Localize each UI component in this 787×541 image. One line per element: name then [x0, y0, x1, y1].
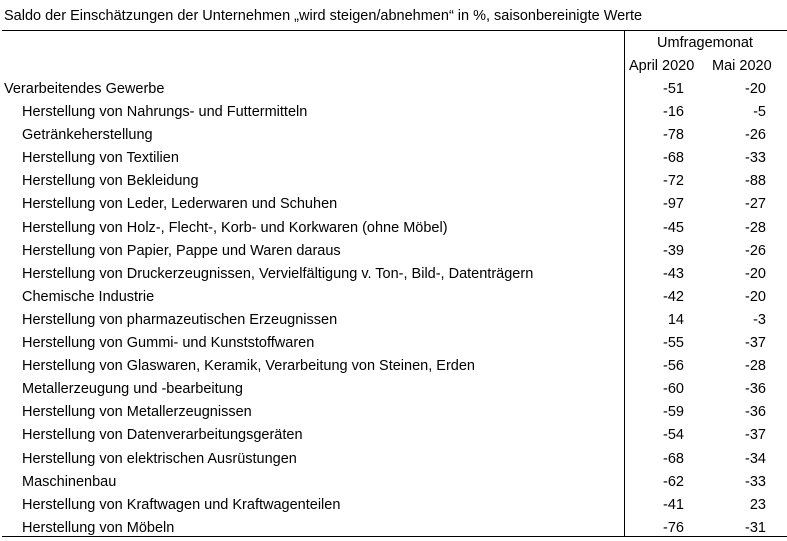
value-april-2020: -39 — [663, 242, 684, 259]
value-mai-2020: -28 — [745, 358, 766, 375]
table-row — [0, 310, 787, 333]
value-april-2020: -54 — [663, 427, 684, 444]
row-label: Maschinenbau — [22, 473, 117, 490]
table-row — [0, 125, 787, 148]
row-label: Herstellung von Leder, Lederwaren und Schuhen — [22, 196, 338, 213]
row-label: Herstellung von Druckerzeugnissen, Vervielfältigung v. Ton-, Bild-, Datenträgern — [22, 265, 534, 282]
table-row — [0, 287, 787, 310]
table-row — [0, 194, 787, 217]
row-label: Herstellung von elektrischen Ausrüstungen — [22, 450, 297, 467]
row-label: Herstellung von Kraftwagen und Kraftwagenteilen — [22, 496, 341, 513]
value-mai-2020: -26 — [745, 242, 766, 259]
value-april-2020: -43 — [663, 265, 684, 282]
value-april-2020: -59 — [663, 404, 684, 421]
value-april-2020: -41 — [663, 496, 684, 513]
value-mai-2020: -20 — [745, 288, 766, 305]
row-label: Herstellung von Möbeln — [22, 519, 175, 536]
table-row — [0, 102, 787, 125]
row-label: Herstellung von Nahrungs- und Futtermitteln — [22, 104, 308, 121]
value-mai-2020: -36 — [745, 381, 766, 398]
table-row — [0, 79, 787, 102]
table-row — [0, 171, 787, 194]
value-mai-2020: -26 — [745, 127, 766, 144]
value-mai-2020: -37 — [745, 427, 766, 444]
table-body — [0, 79, 787, 541]
table-row — [0, 402, 787, 425]
row-label: Metallerzeugung und -bearbeitung — [22, 381, 243, 398]
value-april-2020: -72 — [663, 173, 684, 190]
value-mai-2020: -31 — [745, 519, 766, 536]
row-label: Herstellung von pharmazeutischen Erzeugnissen — [22, 311, 338, 328]
table-row — [0, 449, 787, 472]
value-mai-2020: -88 — [745, 173, 766, 190]
table-caption: Saldo der Einschätzungen der Unternehmen „wird steigen/abnehmen“ in %, saisonbereinigte Werte — [4, 8, 643, 24]
value-april-2020: -97 — [663, 196, 684, 213]
row-label: Verarbeitendes Gewerbe — [4, 81, 165, 97]
value-mai-2020: -36 — [745, 404, 766, 421]
row-label: Herstellung von Papier, Pappe und Waren daraus — [22, 242, 341, 259]
row-label: Herstellung von Holz-, Flecht-, Korb- und Korkwaren (ohne Möbel) — [22, 219, 448, 236]
value-april-2020: -62 — [663, 473, 684, 490]
value-mai-2020: -20 — [745, 81, 766, 97]
value-april-2020: -42 — [663, 288, 684, 305]
header-survey-month: Umfragemonat — [657, 35, 753, 51]
table-row — [0, 241, 787, 264]
value-mai-2020: -34 — [745, 450, 766, 467]
value-april-2020: 14 — [667, 311, 684, 328]
bottom-rule — [2, 536, 787, 537]
value-april-2020: -60 — [663, 381, 684, 398]
row-label: Getränkeherstellung — [22, 127, 153, 144]
table-row — [0, 356, 787, 379]
value-april-2020: -56 — [663, 358, 684, 375]
header-april-2020: April 2020 — [629, 58, 695, 74]
value-mai-2020: -20 — [745, 265, 766, 282]
row-label: Herstellung von Gummi- und Kunststoffwaren — [22, 335, 315, 352]
row-label: Herstellung von Textilien — [22, 150, 179, 167]
value-april-2020: -45 — [663, 219, 684, 236]
value-april-2020: -68 — [663, 150, 684, 167]
table-row — [0, 333, 787, 356]
value-mai-2020: -33 — [745, 150, 766, 167]
top-rule — [2, 30, 787, 31]
table-row — [0, 148, 787, 171]
value-mai-2020: -28 — [745, 219, 766, 236]
value-mai-2020: -33 — [745, 473, 766, 490]
row-label: Chemische Industrie — [22, 288, 155, 305]
value-april-2020: -76 — [663, 519, 684, 536]
row-label: Herstellung von Metallerzeugnissen — [22, 404, 252, 421]
value-mai-2020: -27 — [745, 196, 766, 213]
table-row — [0, 379, 787, 402]
value-mai-2020: -3 — [753, 311, 766, 328]
table-row — [0, 264, 787, 287]
value-mai-2020: -37 — [745, 335, 766, 352]
table-row — [0, 518, 787, 541]
row-label: Herstellung von Glaswaren, Keramik, Verarbeitung von Steinen, Erden — [22, 358, 475, 375]
header-mai-2020: Mai 2020 — [712, 58, 772, 74]
row-label: Herstellung von Datenverarbeitungsgeräten — [22, 427, 303, 444]
value-mai-2020: -5 — [753, 104, 766, 121]
table-row — [0, 218, 787, 241]
value-april-2020: -55 — [663, 335, 684, 352]
table-row — [0, 472, 787, 495]
value-april-2020: -16 — [663, 104, 684, 121]
table-row — [0, 495, 787, 518]
table-row — [0, 425, 787, 448]
value-mai-2020: 23 — [749, 496, 766, 513]
value-april-2020: -68 — [663, 450, 684, 467]
row-label: Herstellung von Bekleidung — [22, 173, 199, 190]
value-april-2020: -51 — [663, 81, 684, 97]
value-april-2020: -78 — [663, 127, 684, 144]
